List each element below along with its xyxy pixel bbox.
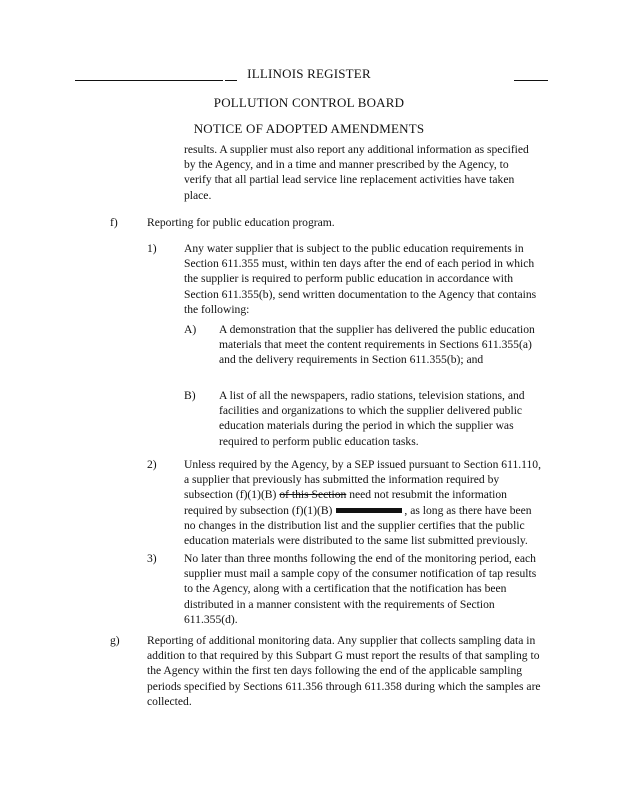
- register-title: ILLINOIS REGISTER: [247, 66, 371, 81]
- item-2-text: [184, 457, 544, 548]
- item-1A-text: A demonstration that the supplier has delivered the public education materials that meet the content requirements in Sections 611.355(a) and the delivery requirements in Section 611.355(b); and: [219, 323, 535, 367]
- item-1B-text: A list of all the newspapers, radio stations, television stations, and facilities and organizations to which the supplier delivered public education materials during the period in which the supplier was required to perform public education tasks.: [219, 389, 525, 448]
- item-2-label: 2): [147, 458, 157, 471]
- item-2-text-a: Unless required by the Agency, by a SEP issued pursuant to Section 611.110, a supplier that previously has submitted the information required by subsection (f)(1)(B): [184, 458, 541, 502]
- item-1-label: 1): [147, 242, 157, 255]
- item-2-text-b: need not resubmit the information required by subsection (f)(1)(B): [184, 488, 507, 517]
- notice-title: NOTICE OF ADOPTED AMENDMENTS: [193, 121, 425, 136]
- redaction-mark: [336, 508, 402, 513]
- subsection-g-label: g): [110, 634, 120, 647]
- subsection-f-label: f): [110, 216, 118, 229]
- struck-text: of this Section: [279, 488, 347, 502]
- item-1-text: Any water supplier that is subject to the public education requirements in Section 611.355 must, within ten days after the end of each period in which the supplier is required to perform public education in accordance with Section 611.355(b), send written documentation to the Agency that contains the following:: [184, 242, 537, 316]
- subsection-f-heading: Reporting for public education program.: [147, 216, 335, 229]
- item-1A-label: A): [184, 323, 197, 336]
- item-3-label: 3): [147, 552, 157, 565]
- subsection-g-text: Reporting of additional monitoring data. Any supplier that collects sampling data in addition to that required by this Subpart G must report the results of that sampling to the Agency within the first ten days following the end of the applicable sampling periods specified by Sections 611.356 through 611.358 during which the samples are collected.: [147, 634, 541, 708]
- board-title: POLLUTION CONTROL BOARD: [213, 95, 405, 110]
- item-2-text-c: , as long as there have been no changes in the distribution list and the supplier certifies that the public education materials were distributed to the same list submitted previously.: [184, 503, 532, 548]
- item-3-text: No later than three months following the end of the monitoring period, each supplier must mail a sample copy of the consumer notification of tap results to the Agency, along with a certification that the notification has been distributed in a manner consistent with the requirements of Section 611.355(d).: [184, 552, 537, 626]
- continuation-paragraph: results. A supplier must also report any additional information as specified by the Agency, and in a time and manner prescribed by the Agency, to verify that all partial lead service line replacement activities have taken place.: [184, 143, 529, 202]
- item-1B-label: B): [184, 389, 196, 402]
